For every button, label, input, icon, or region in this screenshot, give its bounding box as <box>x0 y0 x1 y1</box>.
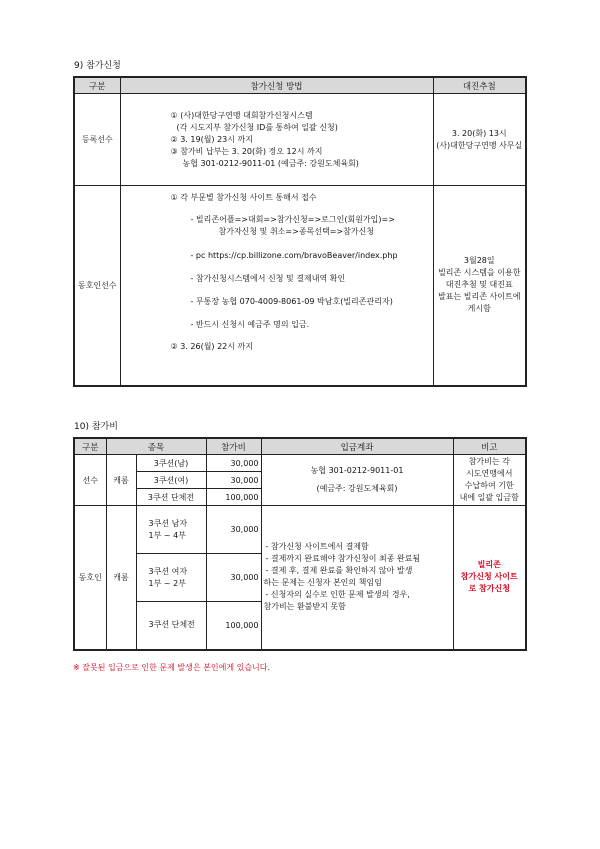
note-line: 수납하여 기한 <box>464 481 514 490</box>
account-line: - 결제까지 완료해야 참가신청이 최종 완료됨 <box>265 554 421 564</box>
draw-line: 빌리존 시스템을 이용한 <box>438 268 521 278</box>
event-name-line: 1부 ~ 2부 <box>148 578 186 588</box>
method-line: - 빌리존어플=>대회=>참가신청=>로그인(회원가입)=> <box>190 215 395 224</box>
draw-line: (사)대한당구연맹 사무실 <box>436 140 523 150</box>
event-name <box>136 554 206 602</box>
category-amateur: 동호인 <box>74 506 106 650</box>
player-note-cell <box>453 455 526 506</box>
row-label-amateur: 동호인선수 <box>74 186 120 386</box>
method-line: ② 3. 26(월) 22시 까지 <box>170 342 253 351</box>
player-account-cell <box>261 455 453 506</box>
account-line: (예금주: 강원도체육회) <box>316 484 398 493</box>
game-player: 캐롬 <box>106 455 136 506</box>
draw-line: 대진추첨 및 대진표 <box>445 280 513 290</box>
draw-line: 게시함 <box>467 304 491 314</box>
draw-line: 발표는 빌리존 사이트에 <box>438 292 521 302</box>
table-header-row <box>74 77 526 94</box>
note-line: 빌리존 <box>477 560 501 570</box>
account-line: 농협 301-0212-9011-01 <box>310 466 404 475</box>
event-fee: 30,000 <box>206 506 261 554</box>
note-line: 참가신청 사이트 <box>460 572 518 582</box>
method-line: - pc https://cp.billizone.com/bravoBeaver/index.php <box>190 251 398 260</box>
section-9-heading: 9) 참가신청 <box>74 61 121 71</box>
event-name <box>136 506 206 554</box>
event-name: 3쿠션(여) <box>136 472 206 489</box>
event-name-line: 3쿠션 여자 <box>148 566 188 576</box>
event-name-line: 3쿠션 남자 <box>148 518 188 528</box>
event-fee: 30,000 <box>206 554 261 602</box>
registered-method-cell <box>120 94 433 186</box>
table-header-row <box>74 438 526 455</box>
method-line: - 참가신청시스템에서 신청 및 결제내역 확인 <box>190 274 346 283</box>
event-fee: 30,000 <box>206 455 261 472</box>
account-line: 참가비는 환불받지 못함 <box>263 602 346 612</box>
amateur-note-cell <box>453 506 526 650</box>
note-line: 내에 일괄 입금함 <box>459 493 519 502</box>
footnote: ※ 잘못된 입금으로 인한 문제 발생은 본인에게 있습니다. <box>73 663 271 672</box>
account-line: - 결제 후, 결제 완료를 확인하지 않아 발생 <box>265 566 413 576</box>
header-category: 구분 <box>74 77 120 94</box>
method-line: ③ 참가비 납부는 3. 20(화) 정오 12시 까지 <box>170 146 323 156</box>
table-row <box>74 455 526 472</box>
amateur-account-cell <box>261 506 453 650</box>
table-row-amateur <box>74 186 526 386</box>
method-line: ① 각 부문별 참가신청 사이트 통해서 접수 <box>170 193 317 202</box>
table-row <box>74 506 526 554</box>
draw-line: 3. 20(화) 13시 <box>451 128 507 138</box>
header-account: 입금계좌 <box>261 438 453 455</box>
row-label-registered: 등록선수 <box>74 94 120 186</box>
registration-table <box>73 76 527 387</box>
event-fee: 100,000 <box>206 489 261 506</box>
header-draw: 대진추첨 <box>433 77 526 94</box>
method-line: (각 시도지부 참가신청 ID를 통하여 일괄 신청) <box>176 122 338 132</box>
method-line: - 무통장 농협 070-4009-8061-09 박남호(빌리존관리자) <box>190 297 393 306</box>
amateur-draw-cell <box>433 186 526 386</box>
method-line: 농협 301-0212-9011-01 (예금주: 강원도체육회) <box>182 158 359 168</box>
method-line: 참가자신청 및 취소=>종목선택=>참가신청 <box>218 227 375 236</box>
event-name-line: 1부 ~ 4부 <box>148 530 186 540</box>
header-fee: 참가비 <box>206 438 261 455</box>
method-line: ② 3. 19(월) 23시 까지 <box>170 134 253 144</box>
account-line: - 참가신청 사이트에서 결제함 <box>265 542 369 552</box>
method-line: - 반드시 신청시 예금주 명의 입금. <box>190 320 310 329</box>
note-line: 시도연맹에서 <box>466 469 513 478</box>
header-category: 구분 <box>74 438 106 455</box>
draw-line: 3월28일 <box>463 256 495 266</box>
category-player: 선수 <box>74 455 106 506</box>
note-line: 로 참가신청 <box>468 584 510 594</box>
registered-draw-cell <box>433 94 526 186</box>
section-10-heading: 10) 참가비 <box>74 422 118 432</box>
event-name-line: 3쿠션 단체전 <box>148 620 195 630</box>
event-fee: 100,000 <box>206 602 261 650</box>
amateur-method-cell <box>120 186 433 386</box>
event-name: 3쿠션(남) <box>136 455 206 472</box>
header-method: 참가신청 방법 <box>120 77 433 94</box>
fee-table <box>73 437 527 651</box>
event-name <box>136 602 206 650</box>
event-fee: 30,000 <box>206 472 261 489</box>
table-row-registered <box>74 94 526 186</box>
header-note: 비고 <box>453 438 526 455</box>
method-line: ① (사)대한당구연맹 대회참가신청시스템 <box>170 110 313 120</box>
account-line: 하는 문제는 신청자 본인의 책임임 <box>263 578 382 588</box>
note-line: 참가비는 각 <box>468 457 510 466</box>
account-line: - 신청자의 실수로 인한 문제 발생의 경우, <box>265 590 410 600</box>
event-name: 3쿠션 단체전 <box>136 489 206 506</box>
header-event: 종목 <box>106 438 206 455</box>
game-amateur: 캐롬 <box>106 506 136 650</box>
